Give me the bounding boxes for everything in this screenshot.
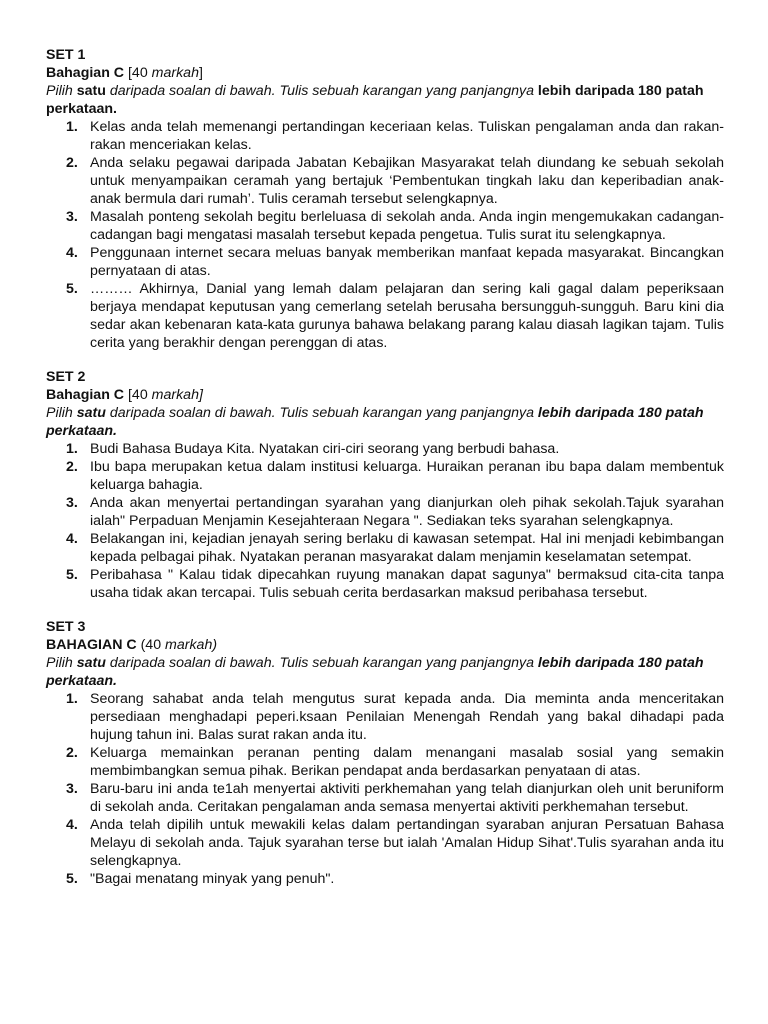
instruction-emphasis: lebih daripada 180 patah perkataan. xyxy=(46,83,704,117)
question-item xyxy=(46,870,724,888)
section-heading xyxy=(46,636,724,654)
question-number: 3. xyxy=(66,781,78,797)
question-item xyxy=(46,118,724,154)
instruction xyxy=(46,654,724,690)
question-text: Anda akan menyertai pertandingan syarahan yang dianjurkan oleh pihak sekolah.Tajuk syarahan ialah" Perpaduan Menjamin Kesejahteraan Negara ". Sediakan teks syarahan selengkapnya. xyxy=(90,495,724,529)
section-heading xyxy=(46,386,724,404)
question-item xyxy=(46,744,724,780)
question-item xyxy=(46,244,724,280)
question-item xyxy=(46,494,724,530)
set-title: SET 2 xyxy=(46,369,86,385)
question-item xyxy=(46,690,724,744)
instruction-part: Pilih xyxy=(46,405,77,421)
question-number: 1. xyxy=(66,119,78,135)
question-item xyxy=(46,208,724,244)
question-number: 1. xyxy=(66,691,78,707)
section-label: BAHAGIAN C xyxy=(46,637,137,653)
marks-word: markah] xyxy=(151,387,203,403)
set-3 xyxy=(46,618,724,888)
question-number: 5. xyxy=(66,871,78,887)
question-text: Anda selaku pegawai daripada Jabatan Kebajikan Masyarakat telah diundang ke sebuah sekolah untuk menyampaikan ceramah yang bertajuk ‘Pembentukan tingkah laku dan keperibadian anak-anak bermula dari rumah’. Tulis ceramah tersebut selengkapnya. xyxy=(90,155,724,207)
question-item xyxy=(46,458,724,494)
set-title: SET 1 xyxy=(46,47,86,63)
question-item xyxy=(46,154,724,208)
instruction-emphasis: satu xyxy=(76,83,106,99)
instruction-emphasis: lebih daripada 180 patah perkataan. xyxy=(46,655,704,689)
question-number: 5. xyxy=(66,567,78,583)
section-label: Bahagian C xyxy=(46,65,125,81)
question-item xyxy=(46,816,724,870)
question-text: Keluarga memainkan peranan penting dalam menangani masalab sosial yang semakin membimbangkan semua pihak. Berikan pendapat anda berdasarkan penyataan di atas. xyxy=(90,745,724,779)
instruction-part: Pilih xyxy=(46,655,77,671)
instruction-emphasis: satu xyxy=(76,655,106,671)
question-item xyxy=(46,780,724,816)
set-1 xyxy=(46,46,724,352)
question-number: 1. xyxy=(66,441,78,457)
question-text: Anda telah dipilih untuk mewakili kelas dalam pertandingan syaraban anjuran Persatuan Bahasa Melayu di sekolah anda. Tajuk syarahan terse but ialah 'Amalan Hidup Sihat'.Tulis syarahan anda itu selengkapnya. xyxy=(90,817,724,869)
marks-open: (40 xyxy=(136,637,166,653)
marks-word: markah xyxy=(151,65,199,81)
question-text: Budi Bahasa Budaya Kita. Nyatakan ciri-ciri seorang yang berbudi bahasa. xyxy=(90,441,560,457)
instruction-emphasis: lebih daripada 180 patah perkataan. xyxy=(46,405,704,439)
question-text: Penggunaan internet secara meluas banyak memberikan manfaat kepada masyarakat. Bincangkan pernyataan di atas. xyxy=(90,245,724,279)
marks-close: ] xyxy=(198,65,203,81)
question-number: 3. xyxy=(66,495,78,511)
question-text: Belakangan ini, kejadian jenayah sering berlaku di kawasan setempat. Hal ini menjadi kebimbangan kepada pelbagai pihak. Nyatakan peranan masyarakat dalam menjamin keselamatan setempat. xyxy=(90,531,724,565)
question-text: Kelas anda telah memenangi pertandingan keceriaan kelas. Tuliskan pengalaman anda dan rakan-rakan menceriakan kelas. xyxy=(90,119,724,153)
marks-word: markah) xyxy=(165,637,218,653)
section-label: Bahagian C xyxy=(46,387,125,403)
instruction-part: daripada soalan di bawah. Tulis sebuah karangan yang panjangnya xyxy=(105,405,538,421)
question-number: 2. xyxy=(66,745,78,761)
question-text: Baru-baru ini anda te1ah menyertai aktiviti perkhemahan yang telah dianjurkan oleh unit beruniform di sekolah anda. Ceritakan pengalaman anda semasa menyertai aktiviti perkhemahan tersebut. xyxy=(90,781,724,815)
marks-open: [40 xyxy=(124,387,152,403)
question-number: 2. xyxy=(66,459,78,475)
instruction-part: Pilih xyxy=(46,83,77,99)
instruction xyxy=(46,404,724,440)
instruction-part: daripada soalan di bawah. Tulis sebuah karangan yang panjangnya xyxy=(105,83,538,99)
question-item xyxy=(46,280,724,352)
question-text: "Bagai menatang minyak yang penuh". xyxy=(90,871,335,887)
question-item xyxy=(46,530,724,566)
question-text: Seorang sahabat anda telah mengutus surat kepada anda. Dia meminta anda menceritakan persediaan menghadapi peperi.ksaan Penilaian Menengah Rendah yang bakal dihadapi pada hujung tahun ini. Balas surat rakan anda itu. xyxy=(90,691,724,743)
instruction-part: daripada soalan di bawah. Tulis sebuah karangan yang panjangnya xyxy=(105,655,538,671)
instruction-emphasis: satu xyxy=(76,405,106,421)
set-title: SET 3 xyxy=(46,619,86,635)
question-number: 5. xyxy=(66,281,78,297)
question-number: 2. xyxy=(66,155,78,171)
question-item xyxy=(46,440,724,458)
set-2 xyxy=(46,368,724,602)
question-number: 3. xyxy=(66,209,78,225)
question-text: Masalah ponteng sekolah begitu berleluasa di sekolah anda. Anda ingin mengemukakan cadangan-cadangan bagi mengatasi masalah tersebut kepada pengetua. Tulis surat itu selengkapnya. xyxy=(90,209,724,243)
question-text: ……… Akhirnya, Danial yang lemah dalam pelajaran dan sering kali gagal dalam peperiksaan berjaya mendapat keputusan yang cemerlang setelah berusaha bersungguh-sungguh. Baru kini dia sedar akan kebenaran kata-kata gurunya bahawa belakang parang kalau diasah lagikan tajam. Tulis cerita yang berakhir dengan perenggan di atas. xyxy=(90,281,724,351)
instruction xyxy=(46,82,724,118)
question-number: 4. xyxy=(66,531,78,547)
marks-open: [40 xyxy=(124,65,152,81)
question-text: Ibu bapa merupakan ketua dalam institusi keluarga. Huraikan peranan ibu bapa dalam membentuk keluarga bahagia. xyxy=(90,459,724,493)
question-item xyxy=(46,566,724,602)
question-number: 4. xyxy=(66,245,78,261)
question-text: Peribahasa " Kalau tidak dipecahkan ruyung manakan dapat sagunya" bermaksud cita-cita tanpa usaha tidak akan tercapai. Tulis sebuah cerita berdasarkan maksud peribahasa tersebut. xyxy=(90,567,724,601)
question-number: 4. xyxy=(66,817,78,833)
section-heading xyxy=(46,64,724,82)
